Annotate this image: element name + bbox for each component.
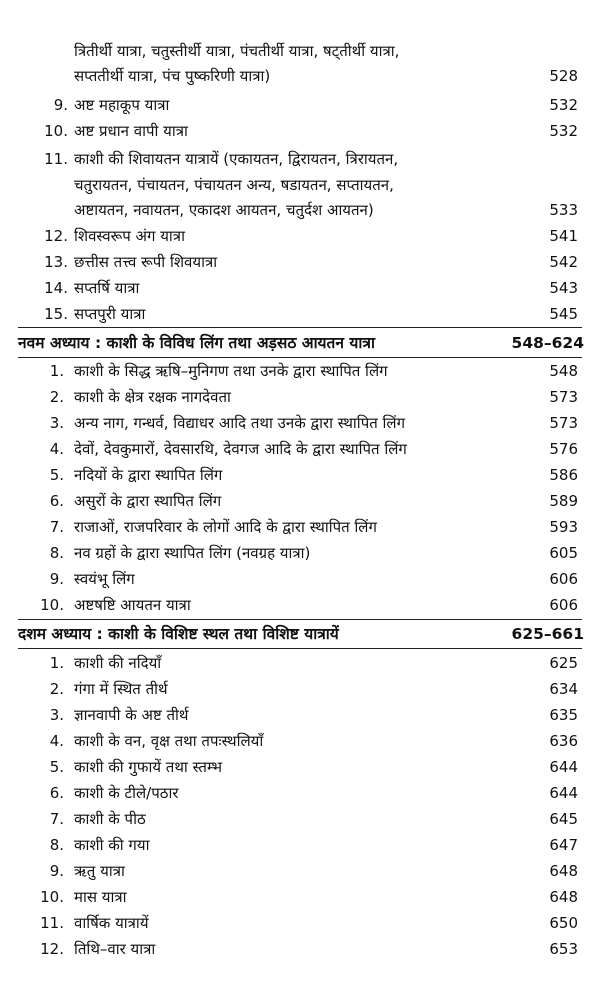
toc-entry — [0, 146, 600, 172]
toc-entry — [0, 118, 600, 144]
entry-number: 5. — [49, 466, 64, 484]
entry-text: नव ग्रहों के द्वारा स्थापित लिंग (नवग्रह यात्रा) — [74, 544, 311, 562]
chapter-title: नवम अध्याय : काशी के विविध लिंग तथा अड़सठ आयतन यात्रा — [18, 334, 375, 352]
entry-number: 14. — [44, 279, 68, 297]
entry-text: त्रितीर्थी यात्रा, चतुस्तीर्थी यात्रा, पंचतीर्थी यात्रा, षट्‌तीर्थी यात्रा, — [74, 42, 400, 60]
entry-text: वार्षिक यात्रायें — [74, 914, 149, 932]
toc-entry — [0, 540, 600, 566]
divider — [18, 619, 582, 620]
entry-number: 3. — [49, 706, 64, 724]
entry-text: अष्टायतन, नवायतन, एकादश आयतन, चतुर्दश आयतन) — [74, 201, 374, 219]
toc-entry — [0, 754, 600, 780]
entry-text: चतुरायतन, पंचायतन, पंचायतन अन्य, षडायतन, सप्तायतन, — [74, 176, 394, 194]
toc-entry — [0, 650, 600, 676]
entry-number: 10. — [44, 122, 68, 140]
entry-page: 532 — [549, 96, 578, 114]
toc-entry — [0, 780, 600, 806]
entry-page: 541 — [549, 227, 578, 245]
entry-page: 650 — [549, 914, 578, 932]
toc-entry — [0, 92, 600, 118]
entry-page: 647 — [549, 836, 578, 854]
toc-entry — [0, 728, 600, 754]
entry-text: काशी के टीले/पठार — [74, 784, 179, 802]
entry-text: काशी की शिवायतन यात्रायें (एकायतन, द्विरायतन, त्रिरायतन, — [74, 150, 399, 168]
entry-number: 2. — [49, 680, 64, 698]
toc-entry — [0, 488, 600, 514]
entry-text: छत्तीस तत्त्व रूपी शिवयात्रा — [74, 253, 218, 271]
toc-entry — [0, 275, 600, 301]
entry-page: 644 — [549, 758, 578, 776]
divider — [18, 648, 582, 649]
entry-text: तिथि–वार यात्रा — [74, 940, 156, 958]
toc-continuation-line — [0, 197, 600, 223]
entry-text: स्वयंभू लिंग — [74, 570, 135, 588]
entry-text: सप्तपुरी यात्रा — [74, 305, 146, 323]
entry-number: 1. — [49, 654, 64, 672]
toc-continuation-line — [0, 172, 600, 198]
entry-number: 7. — [49, 518, 64, 536]
entry-number: 8. — [49, 544, 64, 562]
entry-text: मास यात्रा — [74, 888, 127, 906]
toc-entry — [0, 936, 600, 962]
entry-number: 12. — [44, 227, 68, 245]
toc-entry — [0, 702, 600, 728]
entry-number: 5. — [49, 758, 64, 776]
chapter-page-range: 548–624 — [511, 334, 584, 352]
toc-entry — [0, 566, 600, 592]
toc-continuation-line — [0, 38, 600, 64]
entry-number: 15. — [44, 305, 68, 323]
entry-number: 4. — [49, 732, 64, 750]
entry-text: असुरों के द्वारा स्थापित लिंग — [74, 492, 222, 510]
entry-text: शिवस्वरूप अंग यात्रा — [74, 227, 185, 245]
entry-text: अष्ट प्रधान वापी यात्रा — [74, 122, 188, 140]
entry-text: नदियों के द्वारा स्थापित लिंग — [74, 466, 223, 484]
chapter-page-range: 625–661 — [511, 625, 584, 643]
entry-text: राजाओं, राजपरिवार के लोगों आदि के द्वारा स्थापित लिंग — [74, 518, 377, 536]
entry-text: देवों, देवकुमारों, देवसारथि, देवगज आदि के द्वारा स्थापित लिंग — [74, 440, 407, 458]
entry-page: 648 — [549, 888, 578, 906]
entry-number: 3. — [49, 414, 64, 432]
toc-entry — [0, 832, 600, 858]
entry-text: अष्ट महाकूप यात्रा — [74, 96, 170, 114]
toc-entry — [0, 358, 600, 384]
entry-page: 644 — [549, 784, 578, 802]
chapter-title: दशम अध्याय : काशी के विशिष्ट स्थल तथा विशिष्ट यात्रायें — [18, 625, 339, 643]
toc-entry — [0, 223, 600, 249]
chapter-heading — [0, 621, 600, 647]
entry-page: 573 — [549, 414, 578, 432]
entry-number: 12. — [40, 940, 64, 958]
toc-entry — [0, 858, 600, 884]
entry-page: 532 — [549, 122, 578, 140]
toc-entry — [0, 884, 600, 910]
entry-text: सप्तर्षि यात्रा — [74, 279, 140, 297]
entry-text: काशी के पीठ — [74, 810, 146, 828]
entry-page: 545 — [549, 305, 578, 323]
toc-entry — [0, 910, 600, 936]
entry-text: काशी के क्षेत्र रक्षक नागदेवता — [74, 388, 231, 406]
entry-page: 648 — [549, 862, 578, 880]
entry-number: 2. — [49, 388, 64, 406]
entry-page: 636 — [549, 732, 578, 750]
entry-text: काशी की नदियाँ — [74, 654, 162, 672]
entry-number: 9. — [53, 96, 68, 114]
entry-page: 548 — [549, 362, 578, 380]
entry-text: ऋतु यात्रा — [74, 862, 125, 880]
entry-number: 9. — [49, 570, 64, 588]
toc-entry — [0, 301, 600, 327]
entry-page: 586 — [549, 466, 578, 484]
entry-number: 11. — [40, 914, 64, 932]
entry-page: 593 — [549, 518, 578, 536]
toc-entry — [0, 514, 600, 540]
entry-page: 533 — [549, 201, 578, 219]
entry-page: 589 — [549, 492, 578, 510]
entry-number: 10. — [40, 888, 64, 906]
entry-number: 6. — [49, 784, 64, 802]
entry-page: 634 — [549, 680, 578, 698]
entry-text: गंगा में स्थित तीर्थ — [74, 680, 168, 698]
entry-number: 6. — [49, 492, 64, 510]
divider — [18, 327, 582, 328]
entry-page: 625 — [549, 654, 578, 672]
entry-number: 11. — [44, 150, 68, 168]
entry-page: 606 — [549, 596, 578, 614]
entry-text: सप्ततीर्थी यात्रा, पंच पुष्करिणी यात्रा) — [74, 67, 271, 85]
chapter-heading — [0, 330, 600, 356]
entry-page: 653 — [549, 940, 578, 958]
entry-text: अष्टषष्टि आयतन यात्रा — [74, 596, 191, 614]
entry-page: 573 — [549, 388, 578, 406]
toc-entry — [0, 676, 600, 702]
toc-entry — [0, 384, 600, 410]
entry-text: अन्य नाग, गन्धर्व, विद्याधर आदि तथा उनके द्वारा स्थापित लिंग — [74, 414, 406, 432]
toc-entry — [0, 806, 600, 832]
toc-entry — [0, 410, 600, 436]
entry-number: 8. — [49, 836, 64, 854]
entry-number: 4. — [49, 440, 64, 458]
toc-entry — [0, 462, 600, 488]
entry-page: 645 — [549, 810, 578, 828]
entry-number: 7. — [49, 810, 64, 828]
entry-text: ज्ञानवापी के अष्ट तीर्थ — [74, 706, 189, 724]
entry-page: 576 — [549, 440, 578, 458]
entry-page: 542 — [549, 253, 578, 271]
entry-page: 528 — [549, 67, 578, 85]
toc-entry — [0, 249, 600, 275]
entry-number: 9. — [49, 862, 64, 880]
entry-page: 543 — [549, 279, 578, 297]
toc-entry — [0, 592, 600, 618]
toc-continuation-line — [0, 63, 600, 89]
entry-text: काशी की गया — [74, 836, 150, 854]
entry-page: 635 — [549, 706, 578, 724]
entry-text: काशी के वन, वृक्ष तथा तपःस्थलियाँ — [74, 732, 264, 750]
entry-page: 606 — [549, 570, 578, 588]
entry-number: 10. — [40, 596, 64, 614]
entry-text: काशी के सिद्ध ऋषि–मुनिगण तथा उनके द्वारा स्थापित लिंग — [74, 362, 388, 380]
entry-number: 1. — [49, 362, 64, 380]
entry-number: 13. — [44, 253, 68, 271]
entry-page: 605 — [549, 544, 578, 562]
entry-text: काशी की गुफायें तथा स्तम्भ — [74, 758, 223, 776]
toc-entry — [0, 436, 600, 462]
